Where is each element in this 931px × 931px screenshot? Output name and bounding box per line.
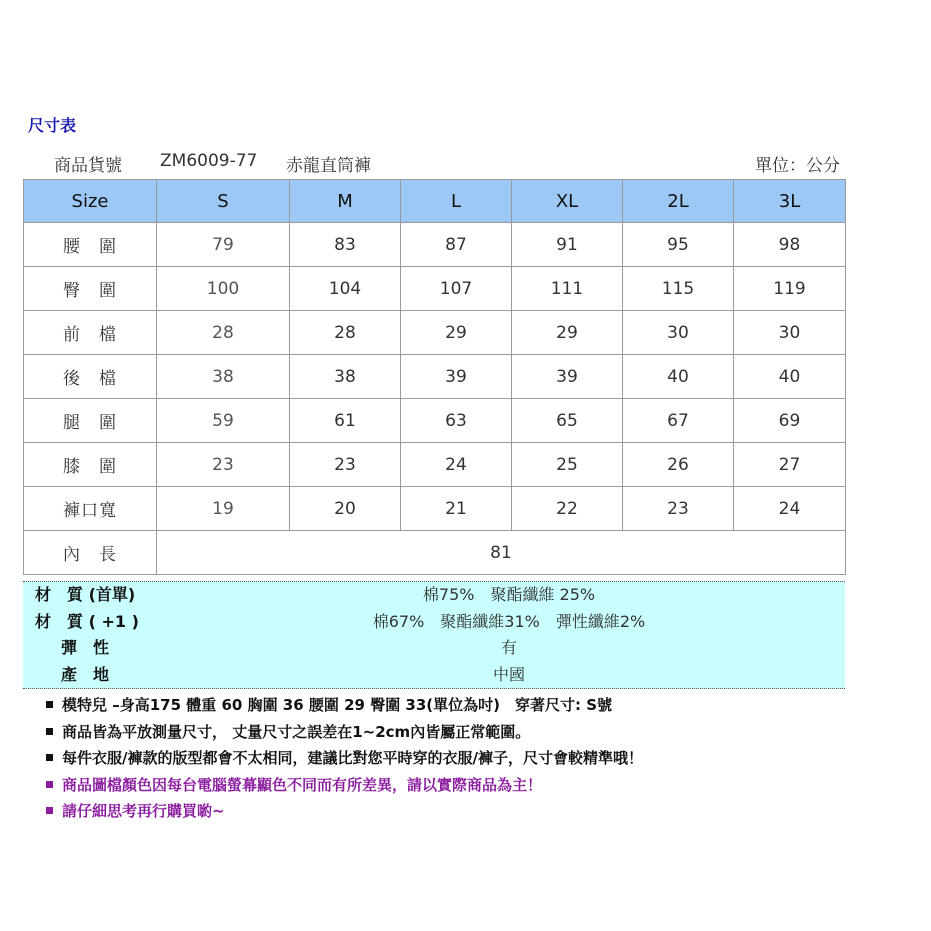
table-cell: 29: [401, 311, 512, 355]
table-cell: 107: [401, 267, 512, 311]
table-cell: 83: [290, 223, 401, 267]
row-label: 褲口寬: [24, 487, 157, 531]
table-cell: 20: [290, 487, 401, 531]
note-text: 每件衣服/褲款的版型都會不太相同，建議比對您平時穿的衣服/褲子，尺寸會較精準哦！: [62, 749, 643, 767]
table-cell: 40: [734, 355, 846, 399]
product-code-label: 商品貨號: [54, 156, 122, 176]
table-cell: 30: [623, 311, 734, 355]
page-title: 尺寸表: [28, 116, 77, 135]
table-cell: 24: [401, 443, 512, 487]
note-text: 商品圖檔顏色因每台電腦螢幕顯色不同而有所差異，請以實際商品為主！: [62, 775, 543, 794]
table-cell: 69: [734, 399, 846, 443]
material-section: [23, 581, 845, 689]
origin-value: 中國: [492, 664, 525, 684]
elasticity-row: [23, 635, 845, 662]
table-cell: 87: [401, 223, 512, 267]
product-info: [54, 151, 844, 176]
table-row: [24, 399, 846, 443]
notes-list: [40, 692, 643, 825]
header-3l: 3L: [734, 180, 846, 223]
row-label: 內 長: [24, 531, 157, 575]
material-value: 棉75% 聚酯纖維 25%: [422, 585, 596, 604]
table-cell: 100: [157, 267, 290, 311]
origin-row: [23, 662, 845, 689]
header-m: M: [290, 180, 401, 223]
table-row: [24, 311, 846, 355]
table-row: [24, 355, 846, 399]
list-item: [40, 798, 643, 825]
material-row: [23, 609, 845, 636]
product-code: ZM6009-77: [160, 151, 258, 171]
table-cell: 22: [512, 487, 623, 531]
table-cell: 79: [157, 223, 290, 267]
list-item: [40, 772, 643, 799]
material-value: 棉67% 聚酯纖維31% 彈性纖維2%: [372, 611, 646, 631]
table-cell: 26: [623, 443, 734, 487]
header-s: S: [157, 180, 290, 223]
bullet-square-icon: [46, 728, 53, 735]
table-cell: 111: [512, 267, 623, 311]
origin-label: 產 地: [61, 664, 110, 684]
table-cell: 30: [734, 311, 846, 355]
bullet-square-icon: [46, 781, 53, 788]
material-label: 材 質 (首單): [35, 585, 136, 604]
table-cell: 21: [401, 487, 512, 531]
elasticity-value: 有: [500, 638, 517, 657]
list-item: [40, 719, 643, 746]
bullet-square-icon: [46, 701, 53, 708]
table-row: [24, 443, 846, 487]
header-size: Size: [24, 180, 157, 223]
row-label: 膝 圍: [24, 443, 157, 487]
table-cell: 63: [401, 399, 512, 443]
header-l: L: [401, 180, 512, 223]
table-cell: 29: [512, 311, 623, 355]
table-cell: 27: [734, 443, 846, 487]
row-label: 臀 圍: [24, 267, 157, 311]
note-text: 模特兒 –身高175 體重 60 胸圍 36 腰圍 29 臀圍 33(單位為吋) 穿著尺寸: S號: [62, 696, 613, 714]
elasticity-label: 彈 性: [61, 638, 110, 657]
inseam-value: 81: [157, 531, 846, 575]
table-cell: 67: [623, 399, 734, 443]
header-2l: 2L: [623, 180, 734, 223]
material-label: 材 質 ( +1 ): [35, 611, 139, 631]
unit-label: 單位：公分: [755, 156, 840, 176]
row-label: 後 檔: [24, 355, 157, 399]
table-cell: 23: [157, 443, 290, 487]
table-cell: 39: [512, 355, 623, 399]
row-label: 前 檔: [24, 311, 157, 355]
header-xl: XL: [512, 180, 623, 223]
inseam-row: [24, 531, 846, 575]
table-cell: 65: [512, 399, 623, 443]
table-row: [24, 487, 846, 531]
table-cell: 23: [290, 443, 401, 487]
material-row: [23, 582, 845, 609]
table-row: [24, 223, 846, 267]
table-cell: 98: [734, 223, 846, 267]
table-cell: 28: [290, 311, 401, 355]
table-cell: 104: [290, 267, 401, 311]
bullet-square-icon: [46, 807, 53, 814]
table-cell: 25: [512, 443, 623, 487]
table-cell: 91: [512, 223, 623, 267]
table-cell: 119: [734, 267, 846, 311]
table-cell: 61: [290, 399, 401, 443]
table-cell: 38: [290, 355, 401, 399]
row-label: 腿 圍: [24, 399, 157, 443]
table-cell: 95: [623, 223, 734, 267]
list-item: [40, 745, 643, 772]
size-table: [23, 179, 846, 575]
list-item: [40, 692, 643, 719]
note-text: 商品皆為平放測量尺寸， 丈量尺寸之誤差在1~2cm內皆屬正常範圍。: [62, 722, 531, 741]
product-name: 赤龍直筒褲: [286, 156, 371, 176]
note-text: 請仔細思考再行購買喲~: [62, 802, 225, 820]
table-cell: 40: [623, 355, 734, 399]
table-cell: 115: [623, 267, 734, 311]
row-label: 腰 圍: [24, 223, 157, 267]
table-cell: 39: [401, 355, 512, 399]
table-cell: 28: [157, 311, 290, 355]
table-header-row: [24, 180, 846, 223]
table-cell: 59: [157, 399, 290, 443]
table-cell: 23: [623, 487, 734, 531]
table-cell: 38: [157, 355, 290, 399]
table-cell: 24: [734, 487, 846, 531]
table-row: [24, 267, 846, 311]
bullet-square-icon: [46, 754, 53, 761]
table-cell: 19: [157, 487, 290, 531]
